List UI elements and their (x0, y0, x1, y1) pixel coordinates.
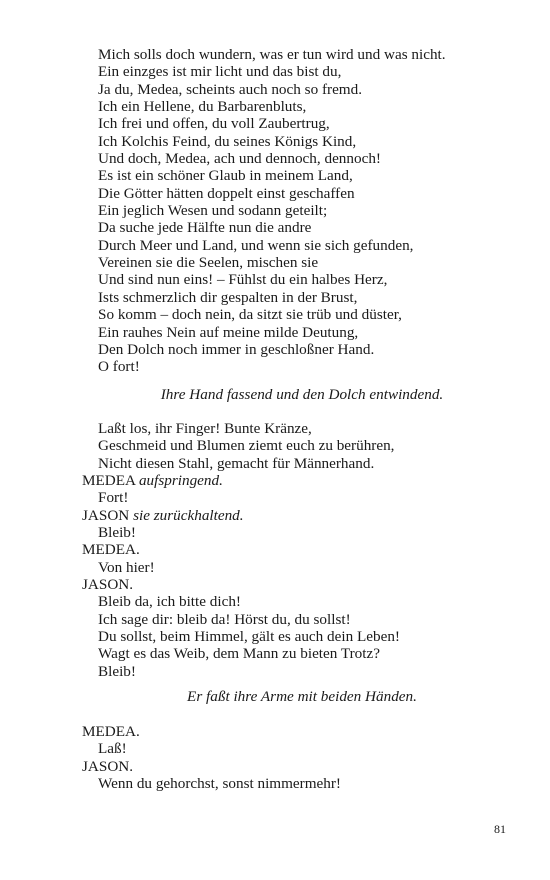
jason-speech-block (82, 420, 522, 680)
speaker-name: JASON. (82, 576, 134, 594)
verse-line: Vereinen sie die Seelen, mischen sie (98, 254, 319, 272)
verse-line: Geschmeid und Blumen ziemt euch zu berühren, (98, 437, 395, 455)
speaker-name: JASON. (82, 757, 134, 775)
verse-line: Und sind nun eins! – Fühlst du ein halbes Herz, (98, 271, 388, 289)
verse-line: Den Dolch noch immer in geschloßner Hand. (98, 340, 375, 358)
verse-line: Laßt los, ihr Finger! Bunte Kränze, (98, 420, 312, 437)
speaker-name: MEDEA (82, 472, 136, 490)
verse-line: Ein rauhes Nein auf meine milde Deutung, (98, 323, 359, 341)
stage-direction: Ihre Hand fassend und den Dolch entwindend. (160, 386, 444, 403)
verse-line: Du sollst, beim Himmel, gält es auch dein Leben! (98, 628, 400, 646)
verse-line: Laß! (98, 740, 127, 758)
verse-line: Es ist ein schöner Glaub in meinem Land, (98, 167, 353, 185)
jason-speech-block (82, 46, 522, 376)
verse-line: Ich Kolchis Feind, du seines Königs Kind, (98, 132, 357, 150)
page-number: 81 (494, 822, 506, 836)
verse-line: Fort! (98, 489, 129, 507)
verse-line: Ich sage dir: bleib da! Hörst du, du sollst! (98, 610, 351, 628)
dialogue-block (82, 723, 522, 792)
verse-line: Bleib! (98, 662, 136, 680)
speaker-name: JASON (82, 506, 130, 524)
verse-line: Wenn du gehorchst, sonst nimmermehr! (98, 775, 341, 793)
verse-line: Nicht diesen Stahl, gemacht für Männerhand. (98, 454, 375, 472)
speaker-line (82, 472, 522, 489)
verse-line: Bleib! (98, 524, 136, 542)
stage-direction: Er faßt ihre Arme mit beiden Händen. (187, 688, 417, 705)
speaker-name: MEDEA. (82, 723, 140, 740)
speaker-line (82, 507, 522, 524)
speaker-name: MEDEA. (82, 541, 140, 559)
verse-line: Bleib da, ich bitte dich! (98, 593, 241, 611)
stage-direction-inline: aufspringend. (138, 472, 223, 490)
verse-line: Von hier! (98, 558, 155, 576)
verse-line: Wagt es das Weib, dem Mann zu bieten Trotz? (98, 645, 380, 663)
verse-line: Ein einzges ist mir licht und das bist du, (98, 63, 342, 81)
verse-line: Ein jeglich Wesen und sodann geteilt; (98, 202, 328, 220)
verse-line: Die Götter hätten doppelt einst geschaffen (98, 184, 355, 202)
verse-line: Ists schmerzlich dir gespalten in der Brust, (98, 288, 358, 306)
verse-line: O fort! (98, 358, 140, 376)
verse-line: Da suche jede Hälfte nun die andre (98, 219, 312, 237)
verse-line: Durch Meer und Land, und wenn sie sich gefunden, (98, 236, 414, 254)
verse-line: Ich frei und offen, du voll Zaubertrug, (98, 115, 330, 133)
verse-line: Mich solls doch wundern, was er tun wird und was nicht. (98, 46, 446, 63)
verse-line: Ich ein Hellene, du Barbarenbluts, (98, 98, 307, 116)
verse-line: Ja du, Medea, scheints auch noch so fremd. (98, 80, 363, 98)
stage-direction-inline: sie zurückhaltend. (133, 506, 244, 524)
verse-line: So komm – doch nein, da sitzt sie trüb und düster, (98, 306, 402, 324)
verse-line: Und doch, Medea, ach und dennoch, dennoch! (98, 150, 381, 168)
